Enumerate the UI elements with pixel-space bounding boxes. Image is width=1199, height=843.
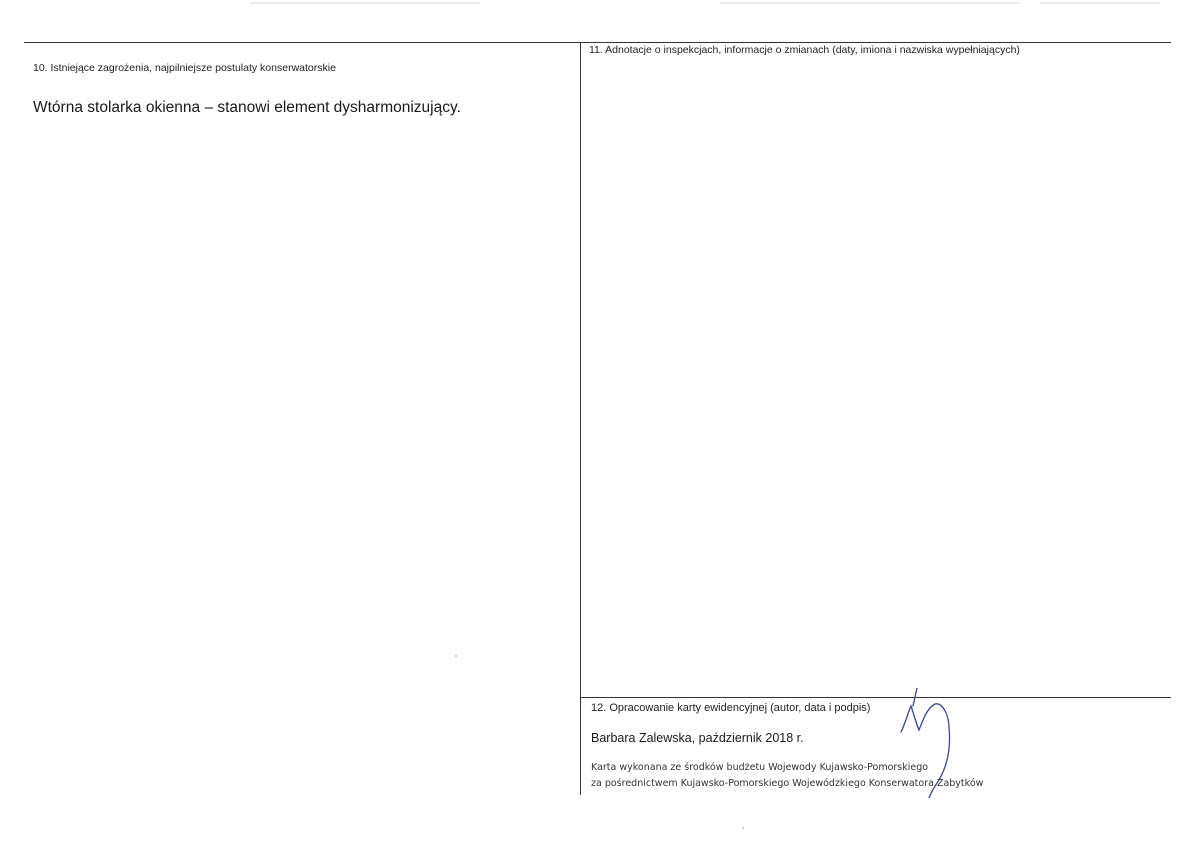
- scan-mark: [720, 2, 1020, 4]
- section-12-heading: 12. Opracowanie karty ewidencyjnej (autor, data i podpis): [591, 702, 871, 714]
- funding-note-line-1: Karta wykonana ze środków budżetu Wojewody Kujawsko-Pomorskiego: [591, 762, 929, 773]
- handwritten-signature: [895, 688, 965, 798]
- section-11-heading: 11. Adnotacje o inspekcjach, informacje o zmianach (daty, imiona i nazwiska wypełniających): [589, 44, 1020, 56]
- section-10-heading: 10. Istniejące zagrożenia, najpilniejsze postulaty konserwatorskie: [33, 62, 336, 74]
- top-rule: [24, 42, 1171, 43]
- scan-mark: [250, 2, 480, 4]
- funding-note-line-2: za pośrednictwem Kujawsko-Pomorskiego Wojewódzkiego Konserwatora Zabytków: [591, 778, 984, 789]
- section-10-content: Wtórna stolarka okienna – stanowi element dysharmonizujący.: [33, 99, 461, 116]
- scan-mark: [1040, 2, 1160, 4]
- column-divider: [580, 42, 581, 795]
- scan-speck: [742, 827, 744, 829]
- section-12-author-date: Barbara Zalewska, październik 2018 r.: [591, 731, 804, 745]
- section-12-rule: [580, 697, 1171, 698]
- scan-speck: [455, 655, 457, 657]
